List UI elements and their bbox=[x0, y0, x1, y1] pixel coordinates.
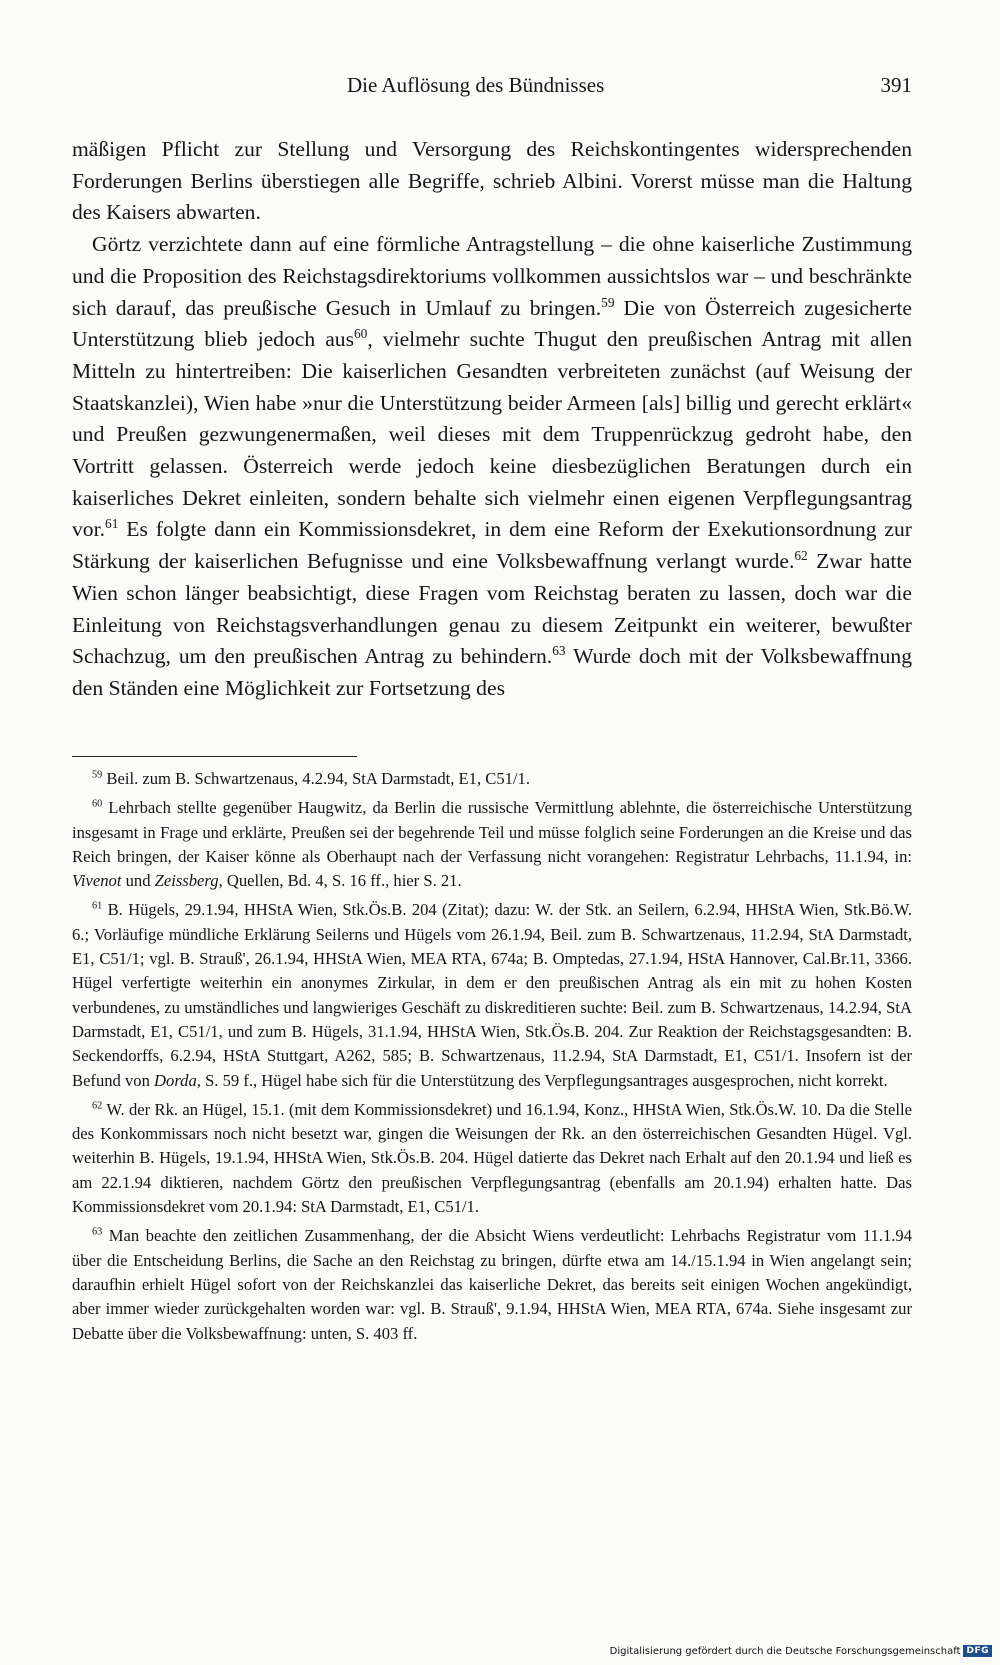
footnote-text: , S. 59 f., Hügel habe sich für die Unterstützung des Verpflegungsantrages ausgesprochen, nicht korrekt. bbox=[196, 1070, 888, 1090]
author-name: Dorda bbox=[154, 1070, 197, 1090]
footnote-text: Man beachte den zeitlichen Zusammenhang, der die Absicht Wiens verdeutlicht: Lehrbachs Registratur vom 11.1.94 über die Entscheidung Berlins, die Sache an den Reichstag zu bringen, dürfte etwa am 14./15.1.94 in Wien angelangt sein; daraufhin erhielt Hügel sofort von der Reichskanzlei das kaiserliche Dekret, das bereits seit einigen Wochen angekündigt, aber immer wieder zurückgehalten worden war: vgl. B. Strauß', 9.1.94, HHStA Wien, MEA RTA, 674a. Siehe insgesamt zur Debatte über die Volksbewaffnung: unten, S. 403 ff. bbox=[72, 1226, 912, 1343]
footnote-text: B. Hügels, 29.1.94, HHStA Wien, Stk.Ös.B. 204 (Zitat); dazu: W. der Stk. an Seilern, 6.2.94, HHStA Wien, Stk.Bö.W. 6.; Vorläufige mündliche Erklärung Seilerns und Hügels vom 26.1.94, Beil. zum B. Schwartzenaus, 11.2.94, StA Darmstadt, E1, C51/1; vgl. B. Strauß', 26.1.94, HHStA Wien, MEA RTA, 674a; B. Omptedas, 27.1.94, HStA Hannover, Cal.Br.11, 3366. Hügel verfertigte weiterhin ein anonymes Zirkular, in dem er den preußischen Antrag als ein mit zu hohen Kosten verbundenes, zu umständliches und langwieriges Geschäft zu diskreditieren suchte: Beil. zum B. Schwartzenaus, 14.2.94, StA Darmstadt, E1, C51/1, und zum B. Hügels, 31.1.94, HHStA Wien, Stk.Ös.B. 204. Zur Reaktion der Reichstagsgesandten: B. Seckendorffs, 6.2.94, HStA Stuttgart, A262, 585; B. Schwartzenaus, 11.2.94, StA Darmstadt, E1, C51/1. Insofern ist der Befund von bbox=[72, 900, 912, 1090]
footnote-text: und bbox=[121, 871, 155, 891]
text-run: Zwar hatte Wien schon länger beabsichtigt, diese Fragen vom Reichstag beraten zu lassen, doch war die Einleitung von Reichstagsverhandlungen genau zu diesem Zeitpunkt ein weiterer, bewußter Schachzug, um den preußischen Antrag zu behindern. bbox=[72, 549, 912, 669]
footnote-ref-61[interactable]: 61 bbox=[105, 516, 119, 532]
paragraph-1: mäßigen Pflicht zur Stellung und Versorgung des Reichskontingentes widersprechenden Forderungen Berlins überstiegen alle Begriffe, schrieb Albini. Vorerst müsse man die Haltung des Kaisers abwarten. bbox=[72, 137, 912, 225]
footnote-divider bbox=[72, 756, 357, 757]
footnote-63 bbox=[72, 1224, 912, 1345]
credit-text: Digitalisierung gefördert durch die Deutsche Forschungsgemeinschaft bbox=[609, 1645, 961, 1657]
author-name: Vivenot bbox=[72, 871, 122, 891]
footnote-ref-60[interactable]: 60 bbox=[353, 326, 368, 342]
footnote-number: 59 bbox=[92, 769, 103, 781]
footnote-number: 63 bbox=[92, 1226, 103, 1238]
footnote-ref-62[interactable]: 62 bbox=[794, 547, 808, 563]
page-number: 391 bbox=[880, 73, 912, 97]
footnote-text: Lehrbach stellte gegenüber Haugwitz, da Berlin die russische Vermittlung ablehnte, die österreichische Unterstützung insgesamt in Frage und erklärte, Preußen sei der begehrende Teil und müsse folglich seine Forderungen an die Kreise und das Reich bringen, der Kaiser könne als Oberhaupt nach der Verfassung nicht vorangehen: Registratur Lehrbachs, 11.1.94, in: bbox=[72, 798, 912, 866]
footnote-60 bbox=[72, 796, 912, 893]
footnote-number: 61 bbox=[92, 900, 103, 912]
footnote-text: Beil. zum B. Schwartzenaus, 4.2.94, StA Darmstadt, E1, C51/1. bbox=[102, 769, 530, 788]
dfg-logo: DFG bbox=[963, 1645, 992, 1657]
digitization-credit bbox=[610, 1643, 992, 1659]
footnote-ref-59[interactable]: 59 bbox=[601, 294, 615, 310]
footnote-ref-63[interactable]: 63 bbox=[552, 643, 566, 659]
text-run: Wurde doch mit der Volksbewaffnung den Ständen eine Möglichkeit zur Fortsetzung des bbox=[72, 644, 912, 700]
footnote-62 bbox=[72, 1098, 912, 1219]
text-run: , vielmehr suchte Thugut den preußischen Antrag mit allen Mitteln zu hintertreiben: Die kaiserlichen Gesandten verbreiteten zunächst (auf Weisung der Staatskanzlei), Wien habe »nur die Unterstützung beider Armeen [als] billig und gerecht erklärt« und Preußen gezwungenermaßen, weil dieses mit dem Truppenrückzug gedroht habe, den Vortritt gelassen. Österreich werde jedoch keine diesbezüglichen Beratungen durch ein kaiserliches Dekret einleiten, sondern behalte sich vielmehr einen eigenen Verpflegungsantrag vor. bbox=[72, 327, 912, 542]
footnote-number: 62 bbox=[92, 1100, 103, 1112]
footnotes bbox=[72, 767, 912, 1346]
footnote-text: W. der Rk. an Hügel, 15.1. (mit dem Kommissionsdekret) und 16.1.94, Konz., HHStA Wien, Stk.Ös.W. 10. Da die Stelle des Konkommissars noch nicht besetzt war, gingen die Weisungen der Rk. an den österreichischen Gesandten Hügel. Vgl. weiterhin B. Hügels, 19.1.94, HHStA Wien, Stk.Ös.B. 204. Hügel datierte das Dekret nach Erhalt auf den 20.1.94 und ließ es am 22.1.94 diktieren, nachdem Görtz den preußischen Verpflegungsantrag (ebenfalls am 20.1.94) erhalten hatte. Das Kommissionsdekret vom 20.1.94: StA Darmstadt, E1, C51/1. bbox=[72, 1099, 912, 1217]
text-run: Die von Österreich zugesicherte Unterstützung blieb jedoch aus bbox=[72, 295, 913, 352]
author-name: Zeissberg bbox=[154, 871, 219, 891]
footnote-61 bbox=[72, 898, 912, 1092]
footnote-59 bbox=[72, 767, 912, 791]
text-run: Es folgte dann ein Kommissionsdekret, in dem eine Reform der Exekutionsordnung zur Stärkung der kaiserlichen Befugnisse und eine Volksbewaffnung verlangt wurde. bbox=[72, 517, 912, 574]
chapter-title: Die Auflösung des Bündnisses bbox=[347, 73, 605, 97]
body-text bbox=[72, 134, 912, 705]
paragraph-2 bbox=[72, 229, 912, 705]
text-run: Görtz verzichtete dann auf eine förmliche Antragstellung – die ohne kaiserliche Zustimmung und die Proposition des Reichstagsdirektoriums vollkommen aussichtslos war – und beschränkte sich darauf, das preußische Gesuch in Umlauf zu bringen. bbox=[72, 232, 912, 320]
footnote-number: 60 bbox=[92, 798, 103, 810]
footnote-text: , Quellen, Bd. 4, S. 16 ff., hier S. 21. bbox=[218, 871, 462, 891]
